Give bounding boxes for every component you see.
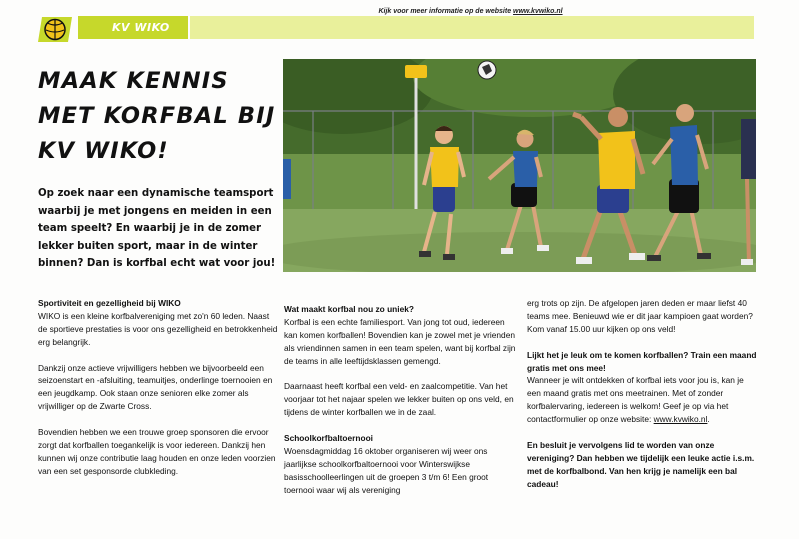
- club-name-tab: KV WIKO: [78, 16, 188, 39]
- paragraph-wiko-intro: WIKO is een kleine korfbalvereniging met zo'n 60 leden. Naast de sportieve prestaties is voor ons gezelligheid en betrokkenheid erg belangrijk.: [38, 310, 278, 347]
- club-logo: [38, 15, 72, 44]
- paragraph-vrijwilligers: Dankzij onze actieve vrijwilligers hebben we bijvoorbeeld een seizoenstart en -afsluiting, teamuitjes, onderlinge toernooien en een jeugdkamp. Ook staan onze senioren elke zomer als vrijwilliger op de Zwarte Cross.: [38, 362, 273, 412]
- link-suffix: .: [707, 414, 710, 425]
- paragraph-competitie: Daarnaast heeft korfbal een veld- en zaalcompetitie. Van het voorjaar tot het najaar spelen we lekker buiten op ons veld, en tijdens de winter korfballen we in de zaal.: [284, 381, 514, 418]
- korfbal-match-photo: [283, 59, 756, 272]
- paragraph-familiesport: Korfbal is een echte familiesport. Van jong tot oud, iedereen kan komen korfballen! Bovendien kan je zowel met je vrienden als vriendinnen samen in een team spelen, want bij korfbal zijn de teams in alle leeftijdsklassen gemengd.: [284, 316, 516, 366]
- paragraph-sponsoren: Bovendien hebben we een trouwe groep sponsoren die ervoor zorgt dat korfballen toegankelijk is voor iedereen. Dankzij hen kunnen wij onze contributie laag houden en onze leden voorzien van een set gesponsorde clubkleding.: [38, 427, 276, 476]
- bottom-margin: [0, 527, 799, 539]
- column-meedoen: [527, 297, 759, 503]
- website-link[interactable]: www.kvwiko.nl: [513, 8, 563, 15]
- text-meetrainen: Wanneer je wilt ontdekken of korfbal iets voor jou is, kan je een maand gratis met ons meetrainen. Met of zonder korfbalervaring, iedereen is welkom! Geef je op via het contactformulier op onze website:: [527, 375, 744, 425]
- paragraph-gratis-trainen: [527, 349, 759, 426]
- info-text: [200, 0, 741, 23]
- page-title: MAAK KENNIS MET KORFBAL BIJ KV WIKO!: [38, 68, 276, 164]
- column-sportiviteit: [38, 297, 278, 491]
- heading-sportiviteit: Sportiviteit en gezelligheid bij WIKO: [38, 298, 181, 308]
- question-lid-worden: En besluit je vervolgens lid te worden van onze vereniging?: [527, 439, 715, 463]
- text-bal-cadeau: Dan hebben we tijdelijk een leuke actie i.s.m. met de korfbalbond. Van hen krijg je namelijk een bal cadeau!: [527, 452, 755, 489]
- paragraph-trots: erg trots op zijn. De afgelopen jaren deden er maar liefst 40 teams mee. Benieuwd wie er dit jaar kampioen gaat worden? Kom vanaf 15.00 uur kijken op ons veld!: [527, 298, 753, 334]
- paragraph-toernooi: Woensdagmiddag 16 oktober organiseren wij weer ons jaarlijkse schoolkorfbaltoernooi voor Winterswijkse basisschoolleerlingen uit de groepen 3 t/m 6! Een groot toernooi waar wij als vereniging: [284, 445, 489, 495]
- contact-website-link[interactable]: www.kvwiko.nl: [653, 414, 708, 425]
- column-uniek: [284, 303, 516, 509]
- intro-text: Op zoek naar een dynamische teamsport waarbij je met jongens en meiden in een team speelt? En waarbij je in de zomer lekker buiten sport, maar in de winter binnen? Dan is korfbal echt wat voor jou!: [38, 188, 276, 269]
- paragraph-lid-worden: [527, 439, 759, 491]
- header-bar: [0, 0, 799, 52]
- question-gratis-trainen: Lijkt het je leuk om te komen korfballen? Train een maand gratis met ons mee!: [527, 349, 757, 373]
- info-prefix: Kijk voor meer informatie op de website: [378, 8, 514, 15]
- heading-uniek: Wat maakt korfbal nou zo uniek?: [284, 304, 414, 314]
- heading-schoolkorfbaltoernooi: Schoolkorfbaltoernooi: [284, 433, 374, 444]
